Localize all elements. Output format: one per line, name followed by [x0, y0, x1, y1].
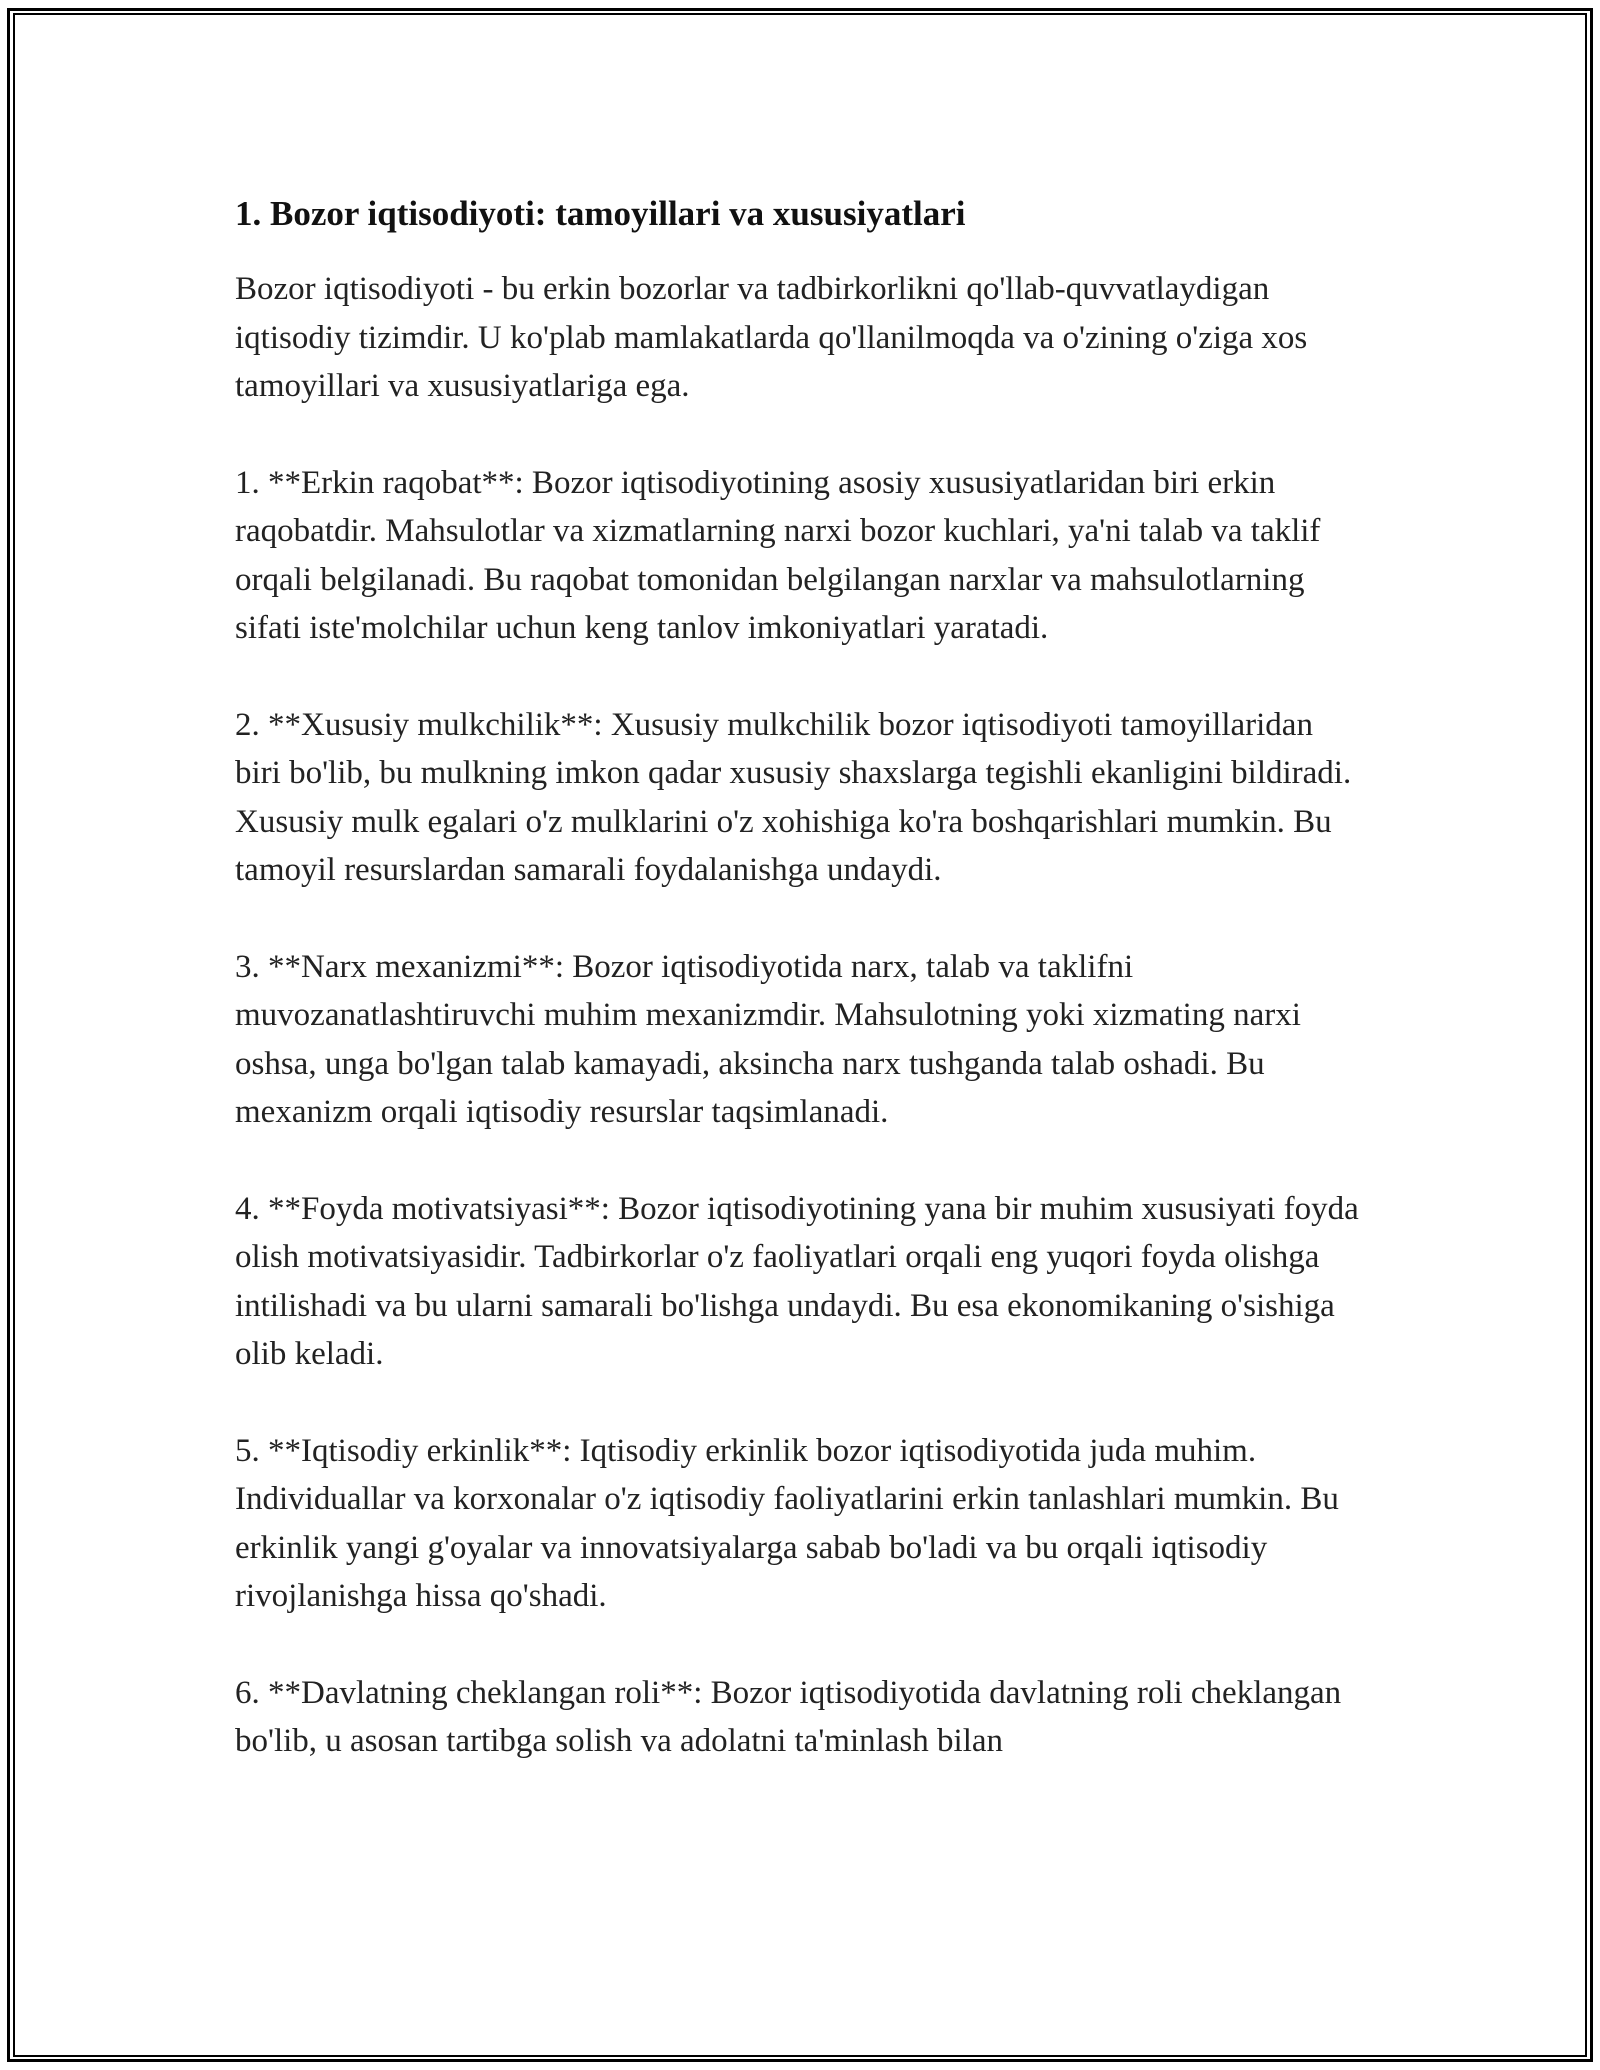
- intro-paragraph: Bozor iqtisodiyoti - bu erkin bozorlar va tadbirkorlikni qo'llab-quvvatlaydigan iqtisodiy tizimdir. U ko'plab mamlakatlarda qo'llanilmoqda va o'zining o'ziga xos tamoyillari va xususiyatlariga ega.: [235, 271, 1308, 404]
- paragraph-narx-mexanizmi: 3. **Narx mexanizmi**: Bozor iqtisodiyotida narx, talab va taklifni muvozanatlashtiruvchi muhim mexanizmdir. Mahsulotning yoki xizmating narxi oshsa, unga bo'lgan talab kamayadi, aksincha narx tushganda talab oshadi. Bu mexanizm orqali iqtisodiy resurslar taqsimlanadi.: [235, 948, 1301, 1130]
- paragraph-erkin-raqobat: 1. **Erkin raqobat**: Bozor iqtisodiyotining asosiy xususiyatlaridan biri erkin raqobatdir. Mahsulotlar va xizmatlarning narxi bozor kuchlari, ya'ni talab va taklif orqali belgilanadi. Bu raqobat tomonidan belgilangan narxlar va mahsulotlarning sifati iste'molchilar uchun keng tanlov imkoniyatlari yaratadi.: [235, 464, 1321, 646]
- paragraph-foyda-motivatsiyasi: 4. **Foyda motivatsiyasi**: Bozor iqtisodiyotining yana bir muhim xususiyati foyda olish motivatsiyasidir. Tadbirkorlar o'z faoliyatlari orqali eng yuqori foyda olishga intilishadi va bu ularni samarali bo'lishga undaydi. Bu esa ekonomikaning o'sishiga olib keladi.: [235, 1190, 1359, 1372]
- document-body: [235, 185, 1365, 1814]
- document-title: 1. Bozor iqtisodiyoti: tamoyillari va xususiyatlari: [235, 194, 966, 233]
- paragraph-xususiy-mulkchilik: 2. **Xususiy mulkchilik**: Xususiy mulkchilik bozor iqtisodiyoti tamoyillaridan biri bo'lib, bu mulkning imkon qadar xususiy shaxslarga tegishli ekanligini bildiradi. Xususiy mulk egalari o'z mulklarini o'z xohishiga ko'ra boshqarishlari mumkin. Bu tamoyil resurslardan samarali foydalanishga undaydi.: [235, 706, 1352, 888]
- paragraph-iqtisodiy-erkinlik: 5. **Iqtisodiy erkinlik**: Iqtisodiy erkinlik bozor iqtisodiyotida juda muhim. Individuallar va korxonalar o'z iqtisodiy faoliyatlarini erkin tanlashlari mumkin. Bu erkinlik yangi g'oyalar va innovatsiyalarga sabab bo'ladi va bu orqali iqtisodiy rivojlanishga hissa qo'shadi.: [235, 1432, 1339, 1614]
- paragraph-davlat-roli: 6. **Davlatning cheklangan roli**: Bozor iqtisodiyotida davlatning roli cheklangan bo'lib, u asosan tartibga solish va adolatni ta'minlash bilan: [235, 1674, 1342, 1759]
